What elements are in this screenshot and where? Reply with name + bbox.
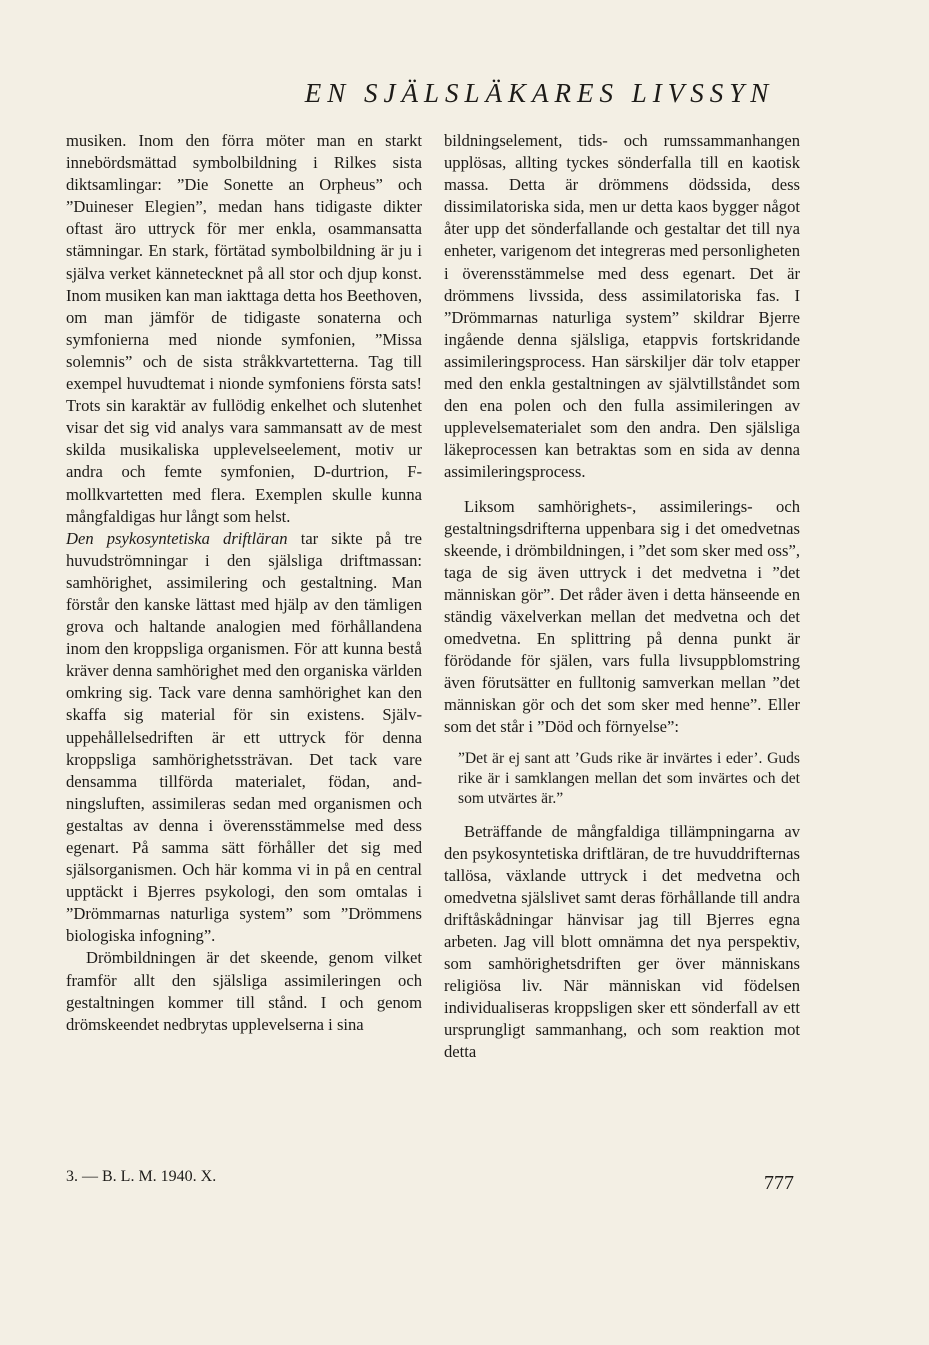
right-paragraph-2: Liksom samhörighets-, assimilerings- och gestaltningsdrifterna uppenbara sig i det omedvetnas skeende, i drömbildningen, i ”det som sker med oss”, taga de sig även uttryck i det medvetna i ”det människan gör”. Det råder även i detta hänseende en ständig växelverkan mellan det medvetna och det omedvetna. En splittring på denna punkt är förödande för själen, vars fulla livsuppblomstring även förutsätter en fulltonig samverkan mellan ”det människan gör och det som sker med henne”. Eller som det står i ”Död och förnyelse”: — [444, 496, 800, 737]
signature-mark: 3. — B. L. M. 1940. X. — [66, 1168, 217, 1185]
running-head — [0, 78, 929, 109]
left-paragraph-1: musiken. Inom den förra möter man en starkt innebördsmättad symbolbildning i Rilkes sista diktsamlingar: ”Die Sonette an Orpheus” och ”Duineser Elegien”, medan hans tidigaste dikter oftast äro uttryck för mer enkla, osammansatta stämningar. En stark, förtätad symbolbildning är ju i själva verket kännetecknet på all stor och djup konst. Inom musiken kan man iakttaga detta hos Beethoven, om man jämför de tidigaste sonaterna och symfonierna med nionde symfonien, ”Missa solemnis” och de sista stråkkvartetterna. Tag till exempel huvudtemat i nionde symfoniens första sats! Trots sin karaktär av fullödig enkelhet och slutenhet visar det sig vid analys vara sammansatt av de mest skilda musikaliska upplevelseelement, motiv ur andra och femte symfonien, D-durtrion, F-mollkvartetten med flera. Exemplen skulle kunna mångfaldigas hur långt som helst. — [66, 131, 422, 526]
right-column — [444, 130, 800, 1064]
left-paragraph-2-text: tar sikte på tre huvudströmningar i den själsliga driftmassan: samhörighet, assimilering och gestaltning. Man förstår den kanske lättast med hjälp av den tämligen grova och haltande analogien med förhållandena inom den kroppsliga organismen. För att kunna bestå kräver denna samhörighet med den organiska världen omkring sig. Tack vare denna samhörighet kan den skaffa sig material för sin existens. Självuppehållelsedriften är ett uttryck för denna kroppsliga samhörighetssträvan. Det tack vare densamma tillförda materialet, födan, andningsluften, assimileras sedan med organismen och gestaltas av denna i överensstämmelse med dess egenart. På samma sätt förhåller det sig med själsorganismen. Och här komma vi in på en central upptäckt i Bjerres psykologi, den som omtalas i ”Drömmarnas naturliga system” som ”Drömmens biologiska infogning”. — [66, 528, 422, 946]
left-column — [66, 130, 422, 1036]
right-paragraph-1: bildningselement, tids- och rumssammanhangen upplösas, allting tyckes sönderfalla till en kaotisk massa. Detta är drömmens dödssida, dess dissimilatoriska sida, men ur detta kaos bygger något åter upp det sönderfallande och gestaltar det till nya enheter, varigenom det integreras med personligheten i överensstämmelse med dess egenart. Det är drömmens livssida, dess assimilatoriska fas. I ”Drömmarnas naturliga system” skildrar Bjerre ingående denna själsliga, etappvis fortskridande assimileringsprocess. Han särskiljer där tolv etapper med den enkla gestaltningen av självtillståndet som den ena polen och den fulla assimileringen av upplevelsematerialet som den andra. Den själsliga läkeprocessen kan betraktas som en sida av denna assimileringsprocess. — [444, 131, 800, 482]
block-quote: ”Det är ej sant att ’Guds rike är invärtes i eder’. Guds rike är i samklangen mellan det som invärtes och det som utvärtes är.” — [458, 749, 800, 807]
page-number: 777 — [764, 1172, 794, 1194]
left-paragraph-2 — [66, 528, 422, 948]
running-title: EN SJÄLSLÄKARES LIVSSYN — [304, 78, 775, 108]
right-paragraph-3: Beträffande de mångfaldiga tillämpningarna av den psykosyntetiska driftläran, de tre huvuddrifternas tallösa, växlande uttryck i det medvetna och omedvetna själslivet samt deras förhållande till andra driftåskådningar hänvisar jag till Bjerres egna arbeten. Jag vill blott omnämna det nya perspektiv, som samhörighetsdriften ger över människans religiösa liv. När människan vid födelsen individualiseras kroppsligen sker ett sönderfall av ett ursprungligt sammanhang, och som reaktion mot detta — [444, 821, 800, 1062]
left-paragraph-3: Drömbildningen är det skeende, genom vilket framför allt den själsliga assimileringen och gestaltningen kommer till stånd. I och genom drömskeendet nedbrytas upplevelserna i sina — [66, 948, 422, 1034]
italic-term: Den psykosyntetiska driftläran — [66, 528, 288, 548]
